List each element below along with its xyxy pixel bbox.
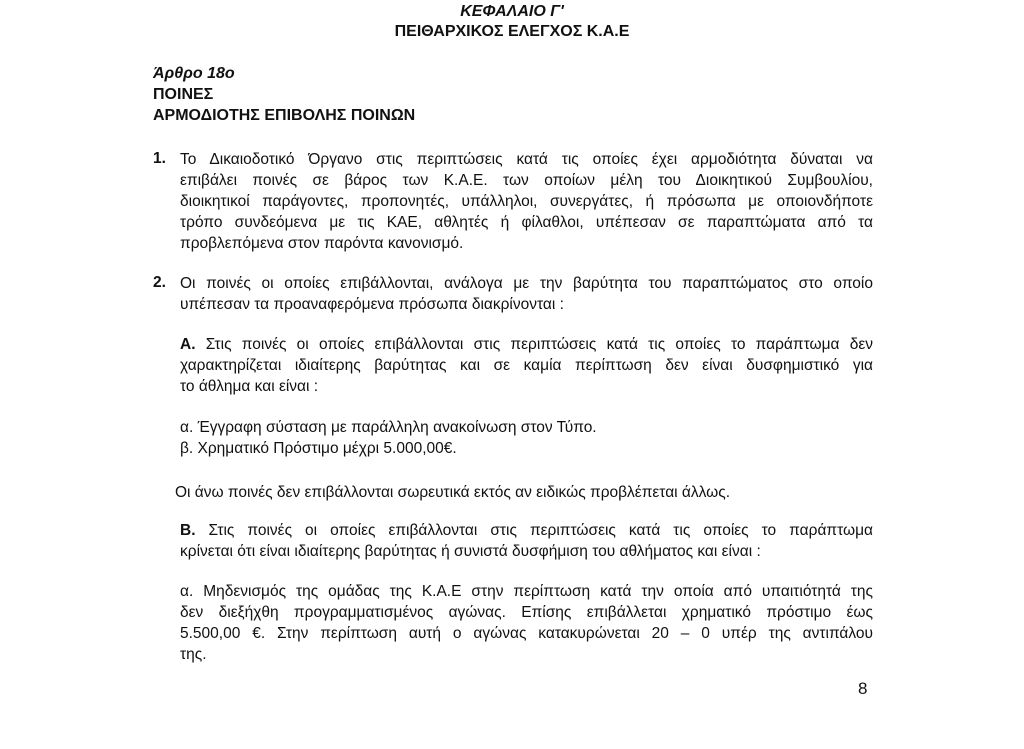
article-heading-penalties: ΠΟΙΝΕΣ bbox=[153, 86, 214, 103]
paragraph-1-line: τρόπο συνδεόμενα με τις ΚΑΕ, αθλητές ή φίλαθλοι, υπέπεσαν σε παραπτώματα από τα bbox=[180, 214, 873, 231]
paragraph-2-line: Οι ποινές οι οποίες επιβάλλονται, ανάλογα με την βαρύτητα του παραπτώματος στο οποίο bbox=[180, 275, 873, 292]
chapter-title: ΚΕΦΑΛΑΙΟ Γ' bbox=[460, 3, 564, 20]
paragraph-2-number: 2. bbox=[153, 274, 166, 291]
article-number: Άρθρο 18ο bbox=[153, 65, 235, 82]
article-heading-jurisdiction: ΑΡΜΟΔΙΟΤΗΣ ΕΠΙΒΟΛΗΣ ΠΟΙΝΩΝ bbox=[153, 107, 416, 124]
section-b-item-a-line: 5.500,00 €. Στην περίπτωση αυτή ο αγώνας κατακυρώνεται 20 – 0 υπέρ της αντιπάλου bbox=[180, 625, 873, 642]
paragraph-1-number: 1. bbox=[153, 150, 166, 167]
section-b-line: κρίνεται ότι είναι ιδιαίτερης βαρύτητας ή συνιστά δυσφήμιση του αθλήματος και είναι : bbox=[180, 543, 761, 560]
section-a-line: χαρακτηρίζεται ιδιαίτερης βαρύτητας και σε καμία περίπτωση δεν είναι δυσφημιστικό για bbox=[180, 357, 873, 374]
paragraph-1-line: Το Δικαιοδοτικό Όργανο στις περιπτώσεις κατά τις οποίες έχει αρμοδιότητα δύναται να bbox=[180, 151, 873, 168]
paragraph-1-line: επιβάλει ποινές σε βάρος των Κ.Α.Ε. των οποίων μέλη του Διοικητικού Συμβουλίου, bbox=[180, 172, 873, 189]
paragraph-2-line: υπέπεσαν τα προαναφερόμενα πρόσωπα διακρίνονται : bbox=[180, 296, 564, 313]
section-a-item: β. Χρηματικό Πρόστιμο μέχρι 5.000,00€. bbox=[180, 440, 457, 457]
section-a-line: το άθλημα και είναι : bbox=[180, 378, 319, 395]
chapter-subtitle: ΠΕΙΘΑΡΧΙΚΟΣ ΕΛΕΓΧΟΣ Κ.Α.Ε bbox=[394, 23, 630, 40]
page-number: 8 bbox=[858, 679, 868, 698]
section-a-line: Α. Στις ποινές οι οποίες επιβάλλονται στις περιπτώσεις κατά τις οποίες το παράπτωμα δεν bbox=[180, 336, 873, 353]
paragraph-1-line: προβλεπόμενα στον παρόντα κανονισμό. bbox=[180, 235, 464, 252]
section-a-letter: Α. bbox=[180, 336, 196, 353]
section-a-item: α. Έγγραφη σύσταση με παράλληλη ανακοίνωση στον Τύπο. bbox=[180, 419, 597, 436]
paragraph-1-line: διοικητικοί παράγοντες, προπονητές, υπάλληλοι, συνεργάτες, ή πρόσωπα με οποιονδήποτε bbox=[180, 193, 873, 210]
section-b-line: Β. Στις ποινές οι οποίες επιβάλλονται στις περιπτώσεις κατά τις οποίες το παράπτωμα bbox=[180, 522, 873, 539]
section-b-item-a-line: της. bbox=[180, 646, 207, 663]
section-b-letter: Β. bbox=[180, 522, 196, 539]
section-b-item-a-line: δεν διεξήχθη προγραμματισμένος αγώνας. Επίσης επιβάλλεται χρηματικό πρόστιμο έως bbox=[180, 604, 873, 621]
section-b-item-a-line: α. Μηδενισμός της ομάδας της Κ.Α.Ε στην περίπτωση κατά την οποία από υπαιτιότητά της bbox=[180, 583, 873, 600]
section-a-note: Οι άνω ποινές δεν επιβάλλονται σωρευτικά εκτός αν ειδικώς προβλέπεται άλλως. bbox=[175, 484, 731, 501]
